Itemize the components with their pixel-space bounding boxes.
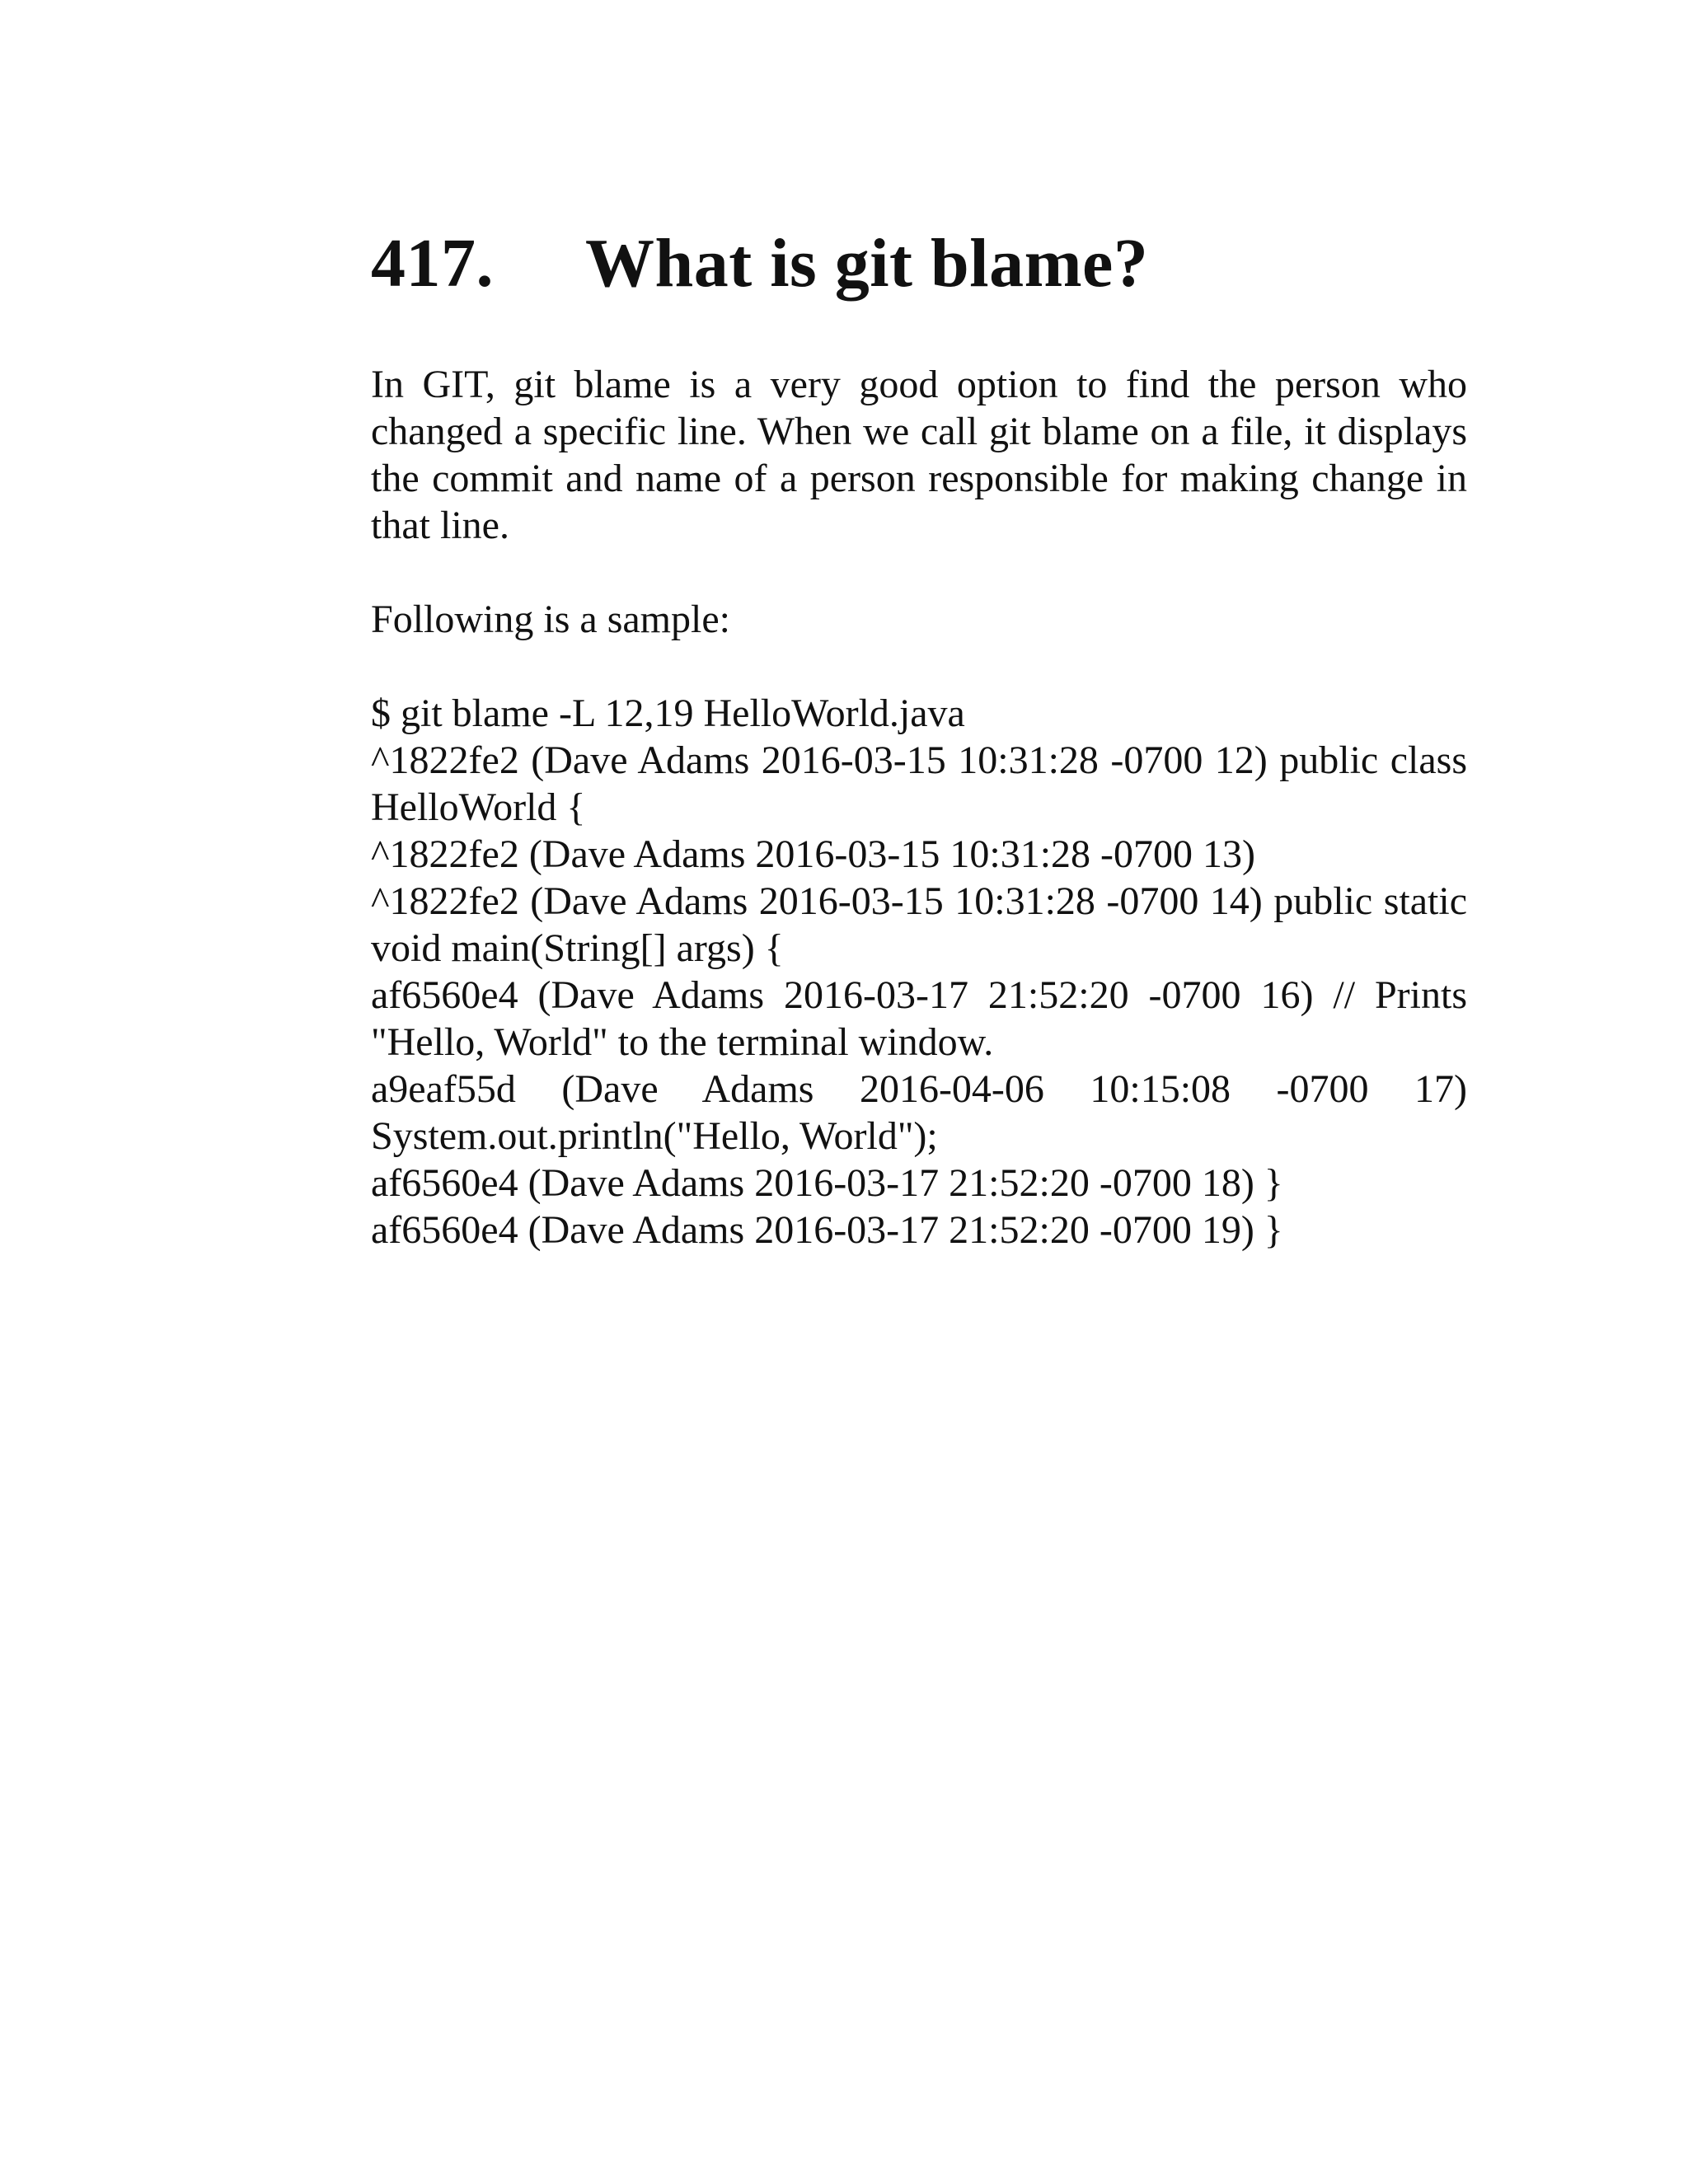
section-number: 417. — [371, 225, 494, 302]
code-line: af6560e4 (Dave Adams 2016-03-17 21:52:20 -0700 19) } — [371, 1208, 1283, 1252]
code-line: $ git blame -L 12,19 HelloWorld.java — [371, 691, 965, 735]
code-line: ^1822fe2 (Dave Adams 2016-03-15 10:31:28 -0700 12) public class HelloWorld { — [371, 738, 1467, 829]
section-title: What is git blame? — [585, 225, 1149, 302]
page-content — [371, 223, 1467, 1254]
git-blame-sample — [371, 690, 1467, 1254]
section-heading — [371, 223, 1467, 305]
code-line: af6560e4 (Dave Adams 2016-03-17 21:52:20 -0700 16) // Prints "Hello, World" to the terminal window. — [371, 973, 1467, 1064]
code-line: af6560e4 (Dave Adams 2016-03-17 21:52:20 -0700 18) } — [371, 1161, 1283, 1205]
intro-paragraph: In GIT, git blame is a very good option to find the person who changed a specific line. When we call git blame on a file, it displays the commit and name of a person responsible for making change in that line. — [371, 363, 1467, 547]
sample-intro-text: Following is a sample: — [371, 598, 730, 641]
code-line: a9eaf55d (Dave Adams 2016-04-06 10:15:08 -0700 17) System.out.println("Hello, World"); — [371, 1067, 1467, 1158]
code-line: ^1822fe2 (Dave Adams 2016-03-15 10:31:28 -0700 13) — [371, 832, 1256, 876]
code-line: ^1822fe2 (Dave Adams 2016-03-15 10:31:28 -0700 14) public static void main(String[] args) { — [371, 879, 1467, 970]
